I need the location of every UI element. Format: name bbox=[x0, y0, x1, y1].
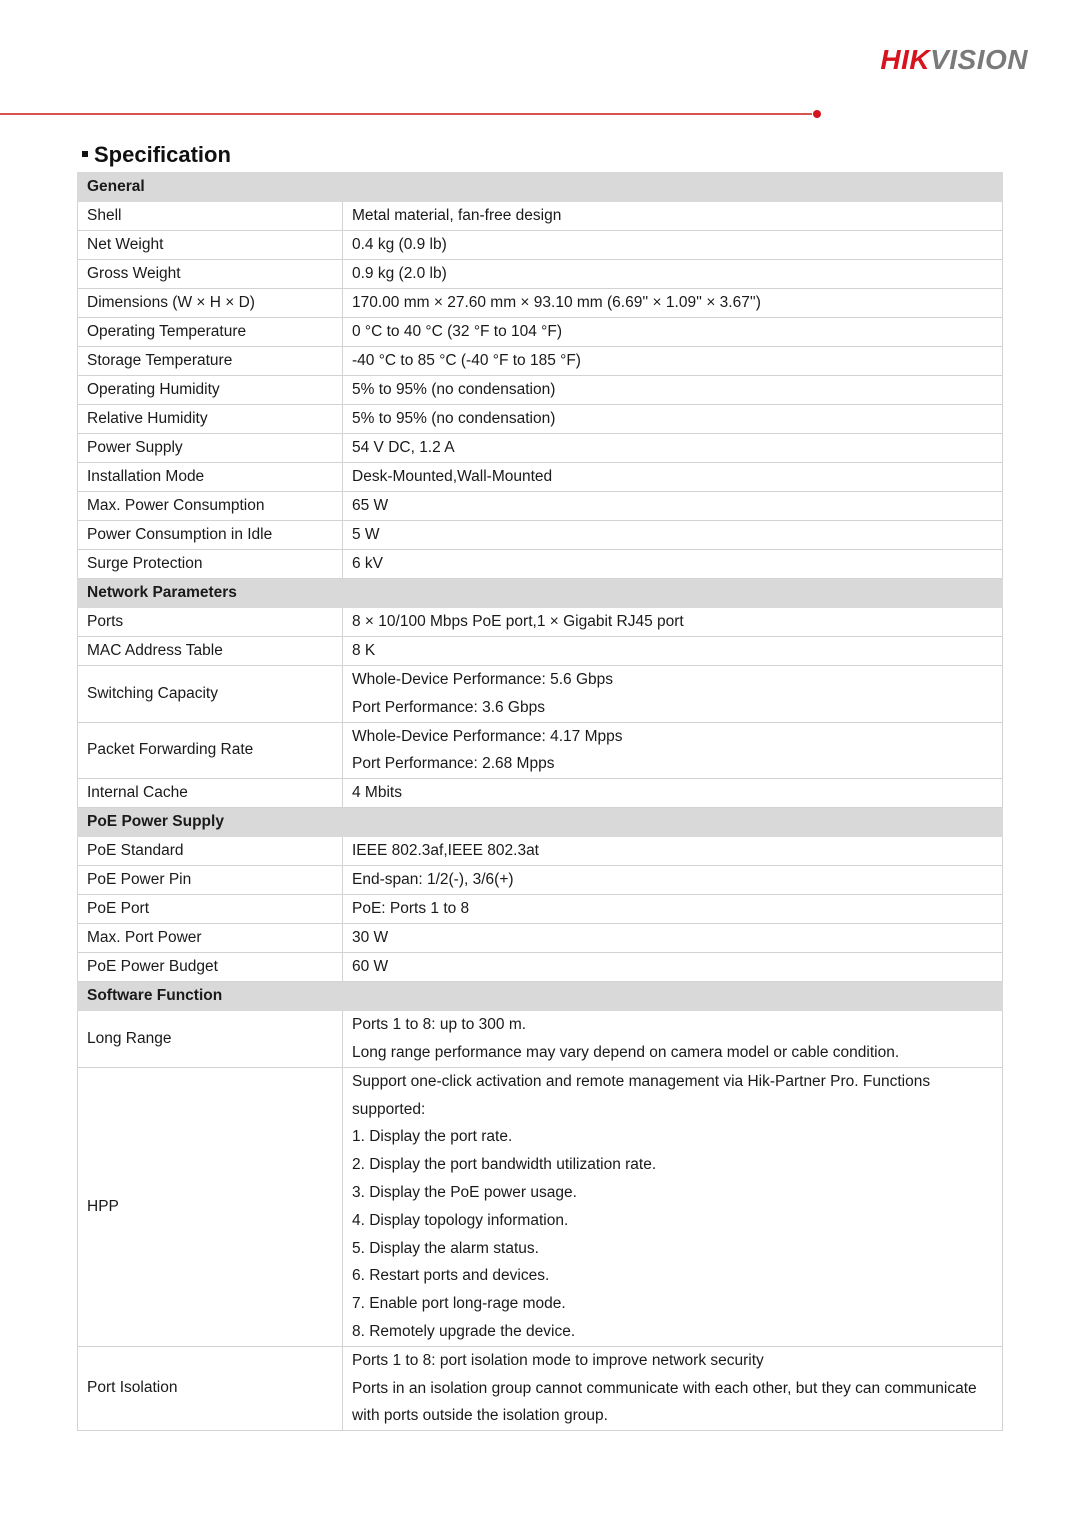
spec-value bbox=[343, 722, 1003, 779]
spec-value bbox=[343, 376, 1003, 405]
spec-value-line: 30 W bbox=[352, 929, 389, 947]
page-title: Specification bbox=[82, 142, 231, 168]
spec-row bbox=[78, 492, 1003, 521]
spec-value-line: Port Performance: 2.68 Mpps bbox=[352, 755, 555, 773]
spec-label: PoE Power Budget bbox=[78, 953, 343, 982]
spec-value-line: 6. Restart ports and devices. bbox=[352, 1267, 550, 1285]
spec-row bbox=[78, 347, 1003, 376]
spec-label: Gross Weight bbox=[78, 260, 343, 289]
spec-value-line: 1. Display the port rate. bbox=[352, 1128, 513, 1146]
spec-row bbox=[78, 837, 1003, 866]
spec-value-line: 0 °C to 40 °C (32 °F to 104 °F) bbox=[352, 323, 563, 340]
section-title: PoE Power Supply bbox=[78, 808, 1003, 837]
spec-value-line: Whole-Device Performance: 4.17 Mpps bbox=[352, 727, 623, 745]
spec-label: Dimensions (W × H × D) bbox=[78, 289, 343, 318]
spec-value bbox=[343, 1067, 1003, 1346]
spec-value bbox=[343, 231, 1003, 260]
spec-label: PoE Power Pin bbox=[78, 866, 343, 895]
spec-value bbox=[343, 637, 1003, 666]
spec-value bbox=[343, 202, 1003, 231]
spec-value-line: 5% to 95% (no condensation) bbox=[352, 381, 556, 398]
hikvision-logo: HIKVISION bbox=[880, 44, 1028, 75]
spec-label: Max. Port Power bbox=[78, 924, 343, 953]
spec-label: Operating Temperature bbox=[78, 318, 343, 347]
spec-row bbox=[78, 1011, 1003, 1068]
spec-value-line: Metal material, fan-free design bbox=[352, 207, 562, 224]
spec-value bbox=[343, 492, 1003, 521]
spec-row bbox=[78, 405, 1003, 434]
spec-value-line: End-span: 1/2(-), 3/6(+) bbox=[352, 871, 514, 889]
spec-value bbox=[343, 666, 1003, 723]
spec-value bbox=[343, 318, 1003, 347]
spec-label: Port Isolation bbox=[78, 1346, 343, 1430]
spec-value-line: -40 °C to 85 °C (-40 °F to 185 °F) bbox=[352, 352, 581, 369]
spec-value-line: 8 K bbox=[352, 642, 376, 659]
spec-value bbox=[343, 779, 1003, 808]
spec-label: Operating Humidity bbox=[78, 376, 343, 405]
spec-row bbox=[78, 895, 1003, 924]
spec-row bbox=[78, 637, 1003, 666]
spec-value-line: 60 W bbox=[352, 958, 389, 976]
spec-value-line: Long range performance may vary depend on camera model or cable condition. bbox=[352, 1043, 900, 1061]
spec-label: Ports bbox=[78, 608, 343, 637]
spec-value bbox=[343, 837, 1003, 866]
spec-row bbox=[78, 463, 1003, 492]
specification-table bbox=[77, 172, 1003, 1431]
spec-label: PoE Port bbox=[78, 895, 343, 924]
bullet-square-icon bbox=[82, 151, 88, 157]
spec-value-line: PoE: Ports 1 to 8 bbox=[352, 900, 470, 918]
spec-row bbox=[78, 953, 1003, 982]
spec-value-line: IEEE 802.3af,IEEE 802.3at bbox=[352, 842, 539, 860]
spec-label: Internal Cache bbox=[78, 779, 343, 808]
spec-value-line: 5% to 95% (no condensation) bbox=[352, 410, 556, 427]
spec-value bbox=[343, 463, 1003, 492]
spec-label: Packet Forwarding Rate bbox=[78, 722, 343, 779]
spec-label: Power Supply bbox=[78, 434, 343, 463]
spec-label: HPP bbox=[78, 1067, 343, 1346]
spec-row bbox=[78, 666, 1003, 723]
spec-row bbox=[78, 866, 1003, 895]
spec-row bbox=[78, 924, 1003, 953]
spec-value-line: 4. Display topology information. bbox=[352, 1211, 569, 1229]
spec-value-line: 7. Enable port long-rage mode. bbox=[352, 1295, 566, 1313]
spec-value bbox=[343, 608, 1003, 637]
spec-row bbox=[78, 202, 1003, 231]
spec-value-line: 0.4 kg (0.9 lb) bbox=[352, 236, 447, 253]
section-header bbox=[78, 808, 1003, 837]
spec-value bbox=[343, 405, 1003, 434]
spec-value bbox=[343, 289, 1003, 318]
spec-row bbox=[78, 1067, 1003, 1346]
spec-label: Net Weight bbox=[78, 231, 343, 260]
spec-row bbox=[78, 260, 1003, 289]
spec-value-line: 54 V DC, 1.2 A bbox=[352, 439, 455, 456]
spec-value bbox=[343, 260, 1003, 289]
spec-value bbox=[343, 550, 1003, 579]
spec-value bbox=[343, 1346, 1003, 1430]
spec-value bbox=[343, 924, 1003, 953]
spec-label: Switching Capacity bbox=[78, 666, 343, 723]
spec-row bbox=[78, 318, 1003, 347]
spec-value-line: 3. Display the PoE power usage. bbox=[352, 1183, 577, 1201]
section-title: Network Parameters bbox=[78, 579, 1003, 608]
section-header bbox=[78, 579, 1003, 608]
spec-label: Long Range bbox=[78, 1011, 343, 1068]
spec-value-line: 170.00 mm × 27.60 mm × 93.10 mm (6.69'' × 1.09'' × 3.67'') bbox=[352, 294, 761, 311]
spec-value-line: 5 W bbox=[352, 526, 380, 543]
header-divider bbox=[0, 113, 812, 115]
spec-value-line: 8. Remotely upgrade the device. bbox=[352, 1322, 576, 1340]
spec-label: Installation Mode bbox=[78, 463, 343, 492]
section-title: General bbox=[78, 173, 1003, 202]
spec-row bbox=[78, 608, 1003, 637]
spec-value bbox=[343, 1011, 1003, 1068]
spec-row bbox=[78, 231, 1003, 260]
spec-label: MAC Address Table bbox=[78, 637, 343, 666]
spec-value-line: Support one-click activation and remote management via Hik-Partner Pro. Functions supported: bbox=[352, 1072, 931, 1118]
spec-value-line: 2. Display the port bandwidth utilization rate. bbox=[352, 1156, 657, 1174]
spec-row bbox=[78, 722, 1003, 779]
spec-value-line: 65 W bbox=[352, 497, 389, 514]
section-title: Software Function bbox=[78, 982, 1003, 1011]
spec-row bbox=[78, 376, 1003, 405]
spec-label: Surge Protection bbox=[78, 550, 343, 579]
spec-value bbox=[343, 347, 1003, 376]
spec-row bbox=[78, 779, 1003, 808]
spec-label: Max. Power Consumption bbox=[78, 492, 343, 521]
spec-label: Power Consumption in Idle bbox=[78, 521, 343, 550]
spec-value-line: 4 Mbits bbox=[352, 784, 402, 802]
spec-value bbox=[343, 953, 1003, 982]
spec-value-line: Ports in an isolation group cannot communicate with each other, but they can communicate with ports outside the isolation group. bbox=[352, 1379, 977, 1425]
spec-value-line: 8 × 10/100 Mbps PoE port,1 × Gigabit RJ45 port bbox=[352, 613, 684, 630]
spec-row bbox=[78, 434, 1003, 463]
spec-row bbox=[78, 550, 1003, 579]
spec-row bbox=[78, 521, 1003, 550]
spec-value-line: 0.9 kg (2.0 lb) bbox=[352, 265, 447, 282]
spec-value bbox=[343, 895, 1003, 924]
spec-row bbox=[78, 289, 1003, 318]
section-header bbox=[78, 173, 1003, 202]
spec-label: PoE Standard bbox=[78, 837, 343, 866]
section-header bbox=[78, 982, 1003, 1011]
spec-value bbox=[343, 866, 1003, 895]
spec-value-line: Desk-Mounted,Wall-Mounted bbox=[352, 468, 553, 485]
spec-label: Relative Humidity bbox=[78, 405, 343, 434]
spec-value-line: Whole-Device Performance: 5.6 Gbps bbox=[352, 671, 614, 688]
spec-value-line: Ports 1 to 8: port isolation mode to improve network security bbox=[352, 1351, 764, 1369]
spec-value bbox=[343, 434, 1003, 463]
spec-value-line: Port Performance: 3.6 Gbps bbox=[352, 698, 545, 716]
spec-value-line: 6 kV bbox=[352, 555, 384, 572]
spec-value-line: 5. Display the alarm status. bbox=[352, 1239, 539, 1257]
spec-value bbox=[343, 521, 1003, 550]
spec-label: Shell bbox=[78, 202, 343, 231]
header-divider-dot bbox=[813, 110, 821, 118]
spec-row bbox=[78, 1346, 1003, 1430]
spec-value-line: Ports 1 to 8: up to 300 m. bbox=[352, 1016, 527, 1034]
spec-label: Storage Temperature bbox=[78, 347, 343, 376]
